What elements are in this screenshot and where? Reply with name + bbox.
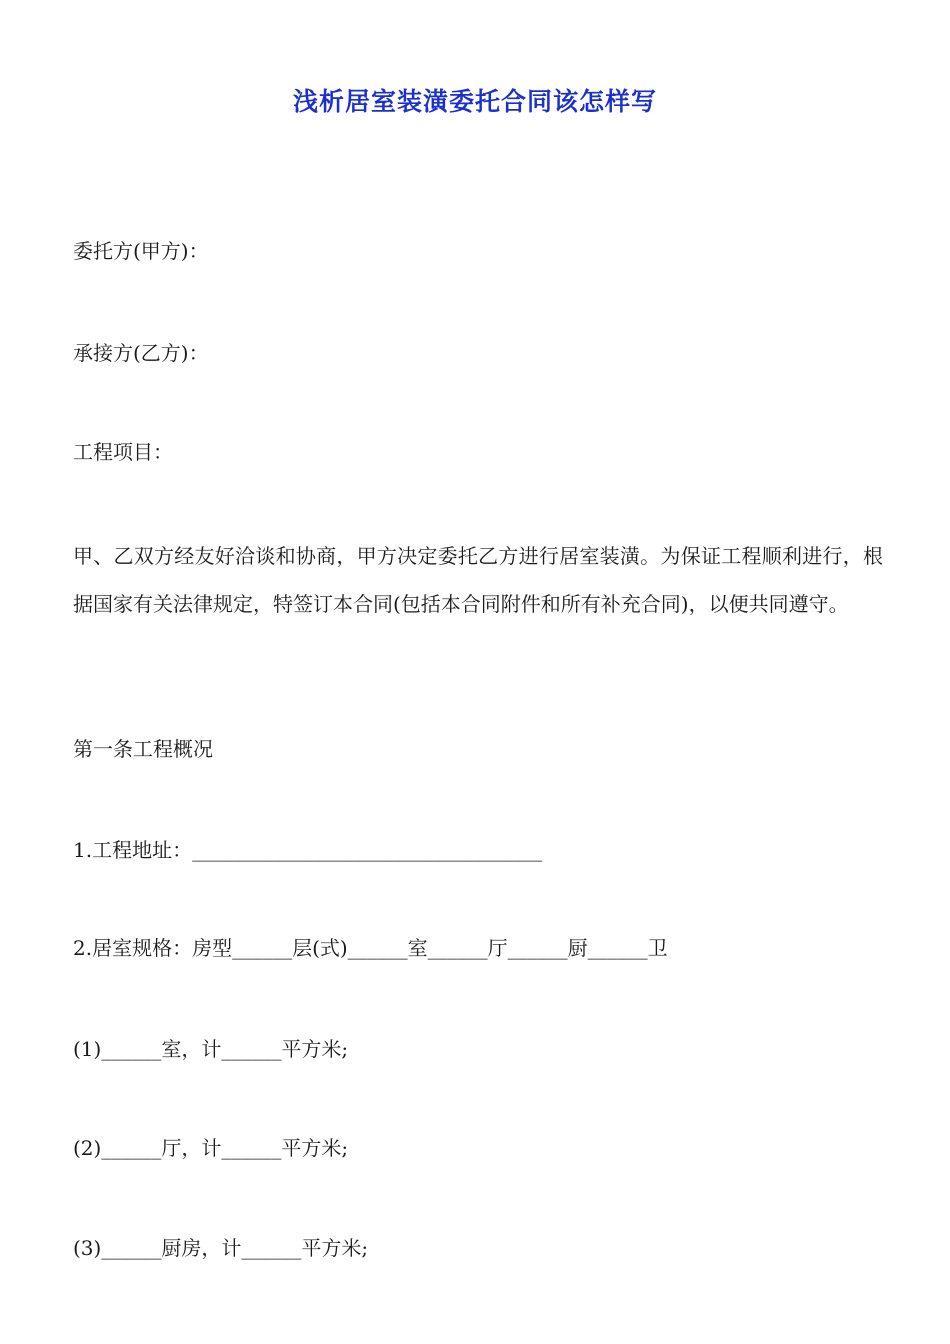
item-1-address: 1.工程地址：___________________________________: [73, 838, 543, 862]
document-title: 浅析居室装潢委托合同该怎样写: [292, 87, 657, 116]
sub-item-1-room: (1)______室，计______平方米;: [73, 1037, 349, 1061]
sub-item-2-hall: (2)______厅，计______平方米;: [73, 1136, 349, 1160]
project-line: 工程项目：: [73, 440, 173, 464]
item-2-room-spec: 2.居室规格：房型______层(式)______室______厅______厨______卫: [73, 936, 668, 960]
intro-paragraph: 甲、乙双方经友好洽谈和协商，甲方决定委托乙方进行居室装潢。为保证工程顺利进行，根据国家有关法律规定，特签订本合同(包括本合同附件和所有补充合同)，以便共同遵守。: [73, 544, 883, 616]
sub-item-3-kitchen: (3)______厨房，计______平方米;: [73, 1236, 369, 1260]
party-a-line: 委托方(甲方)：: [73, 239, 209, 263]
article-1-heading: 第一条工程概况: [73, 737, 213, 761]
party-b-line: 承接方(乙方)：: [73, 341, 209, 365]
